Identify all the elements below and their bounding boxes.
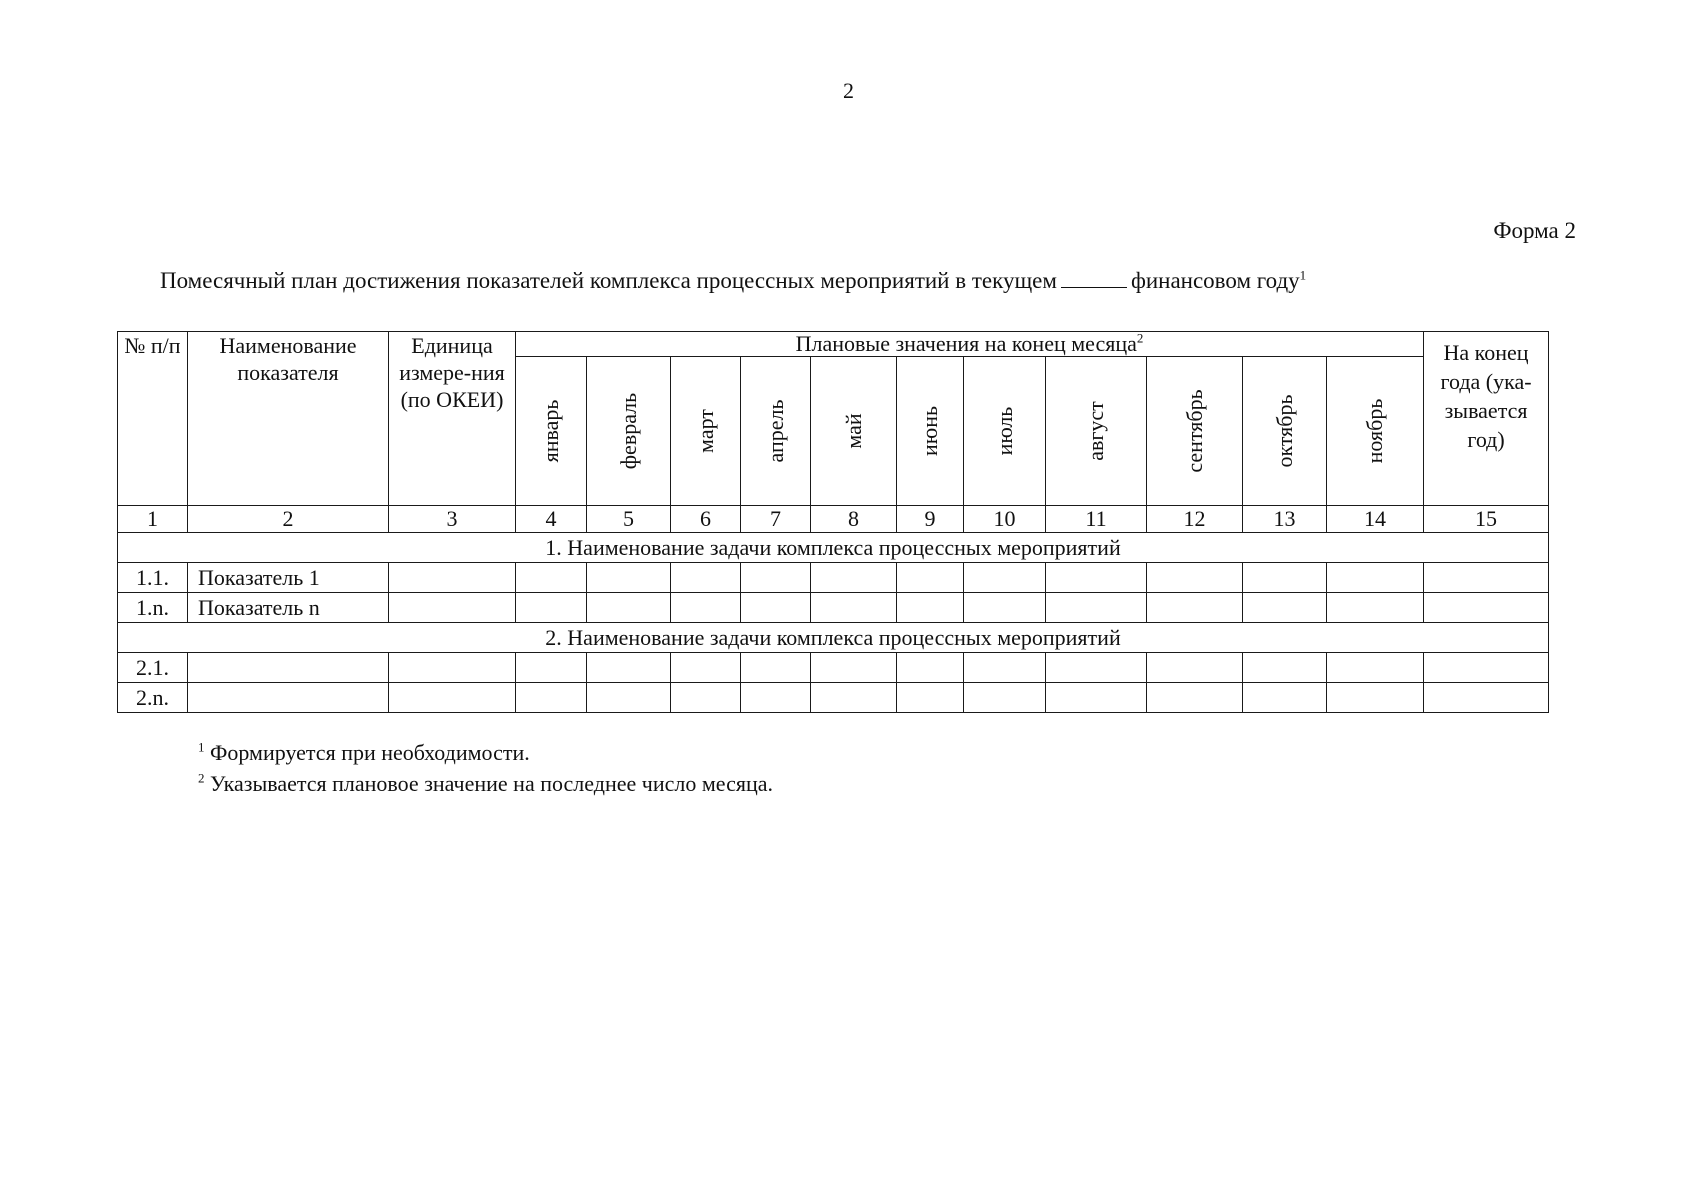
indicator-name (188, 653, 389, 683)
row-number: 2.1. (118, 653, 188, 683)
column-number: 13 (1243, 506, 1327, 533)
table-row (118, 653, 1549, 683)
section-title: 2. Наименование задачи комплекса процессных мероприятий (118, 623, 1549, 653)
monthly-plan-table (117, 331, 1549, 713)
row-number: 1.1. (118, 563, 188, 593)
value-cell (741, 683, 811, 713)
footnote-text: Указывается плановое значение на последнее число месяца. (210, 771, 773, 796)
month-label: август (1083, 401, 1108, 461)
row-number: 2.n. (118, 683, 188, 713)
month-label: февраль (615, 392, 641, 470)
year-blank-line (1061, 269, 1127, 288)
indicator-name (188, 683, 389, 713)
value-cell (964, 653, 1046, 683)
indicator-name: Показатель 1 (188, 563, 389, 593)
month-label: январь (538, 399, 563, 463)
title-text: Помесячный план достижения показателей комплекса процессных мероприятий в текущем (160, 268, 1057, 293)
value-cell (1147, 563, 1243, 593)
value-cell (964, 563, 1046, 593)
value-cell (964, 593, 1046, 623)
header-indicator-name: Наименование показателя (188, 332, 389, 506)
value-cell (897, 563, 964, 593)
value-cell (1147, 683, 1243, 713)
footnote-mark: 2 (1136, 330, 1144, 346)
value-cell (1046, 563, 1147, 593)
value-cell (1424, 563, 1549, 593)
form-label: Форма 2 (1493, 218, 1576, 243)
section-row (118, 623, 1549, 653)
value-cell (1424, 683, 1549, 713)
month-header (671, 357, 741, 506)
footnote-text: Формируется при необходимости. (210, 740, 530, 765)
value-cell (811, 683, 897, 713)
table-row (118, 593, 1549, 623)
value-cell (671, 683, 741, 713)
header-unit: Единица измере-ния (по ОКЕИ) (389, 332, 516, 506)
value-cell (587, 593, 671, 623)
value-cell (587, 653, 671, 683)
month-label: июнь (917, 405, 942, 457)
header-num: № п/п (118, 332, 188, 506)
table-row (118, 683, 1549, 713)
footnote-mark: 2 (198, 770, 205, 786)
value-cell (811, 653, 897, 683)
header-end-of-year: На конец года (ука-зывается год) (1424, 332, 1549, 506)
column-number: 9 (897, 506, 964, 533)
month-label: сентябрь (1181, 389, 1207, 473)
column-number: 12 (1147, 506, 1243, 533)
month-header (587, 357, 671, 506)
month-header (964, 357, 1046, 506)
footnote-1 (198, 740, 530, 766)
value-cell (1243, 563, 1327, 593)
column-number: 4 (516, 506, 587, 533)
column-number: 5 (587, 506, 671, 533)
value-cell (741, 593, 811, 623)
value-cell (1327, 563, 1424, 593)
month-label: апрель (762, 399, 788, 463)
value-cell (897, 653, 964, 683)
value-cell (1327, 653, 1424, 683)
value-cell (1327, 683, 1424, 713)
month-header (897, 357, 964, 506)
value-cell (389, 683, 516, 713)
column-number: 15 (1424, 506, 1549, 533)
header-plan-values-text: Плановые значения на конец месяца (795, 331, 1137, 356)
value-cell (671, 653, 741, 683)
column-number: 6 (671, 506, 741, 533)
month-header (1243, 357, 1327, 506)
month-label: май (840, 413, 866, 449)
month-label: июль (991, 406, 1017, 456)
section-row (118, 533, 1549, 563)
value-cell (1046, 653, 1147, 683)
value-cell (1147, 653, 1243, 683)
document-title (160, 268, 1306, 294)
column-numbers-row (118, 506, 1549, 533)
month-header (1147, 357, 1243, 506)
value-cell (587, 563, 671, 593)
month-header (811, 357, 897, 506)
title-text-end: финансовом году (1130, 268, 1300, 293)
column-number: 11 (1046, 506, 1147, 533)
value-cell (741, 653, 811, 683)
month-header (741, 357, 811, 506)
table-body (118, 533, 1549, 713)
column-number: 14 (1327, 506, 1424, 533)
value-cell (1046, 593, 1147, 623)
value-cell (811, 563, 897, 593)
footnote-2 (198, 771, 773, 797)
value-cell (1424, 653, 1549, 683)
header-plan-values (516, 332, 1424, 357)
value-cell (1424, 593, 1549, 623)
value-cell (516, 593, 587, 623)
value-cell (1243, 593, 1327, 623)
footnote-mark: 1 (1299, 267, 1307, 283)
value-cell (516, 653, 587, 683)
column-number: 2 (188, 506, 389, 533)
value-cell (516, 563, 587, 593)
month-header (516, 357, 587, 506)
month-label: ноябрь (1362, 398, 1388, 464)
month-label: март (692, 409, 718, 453)
value-cell (897, 683, 964, 713)
value-cell (587, 683, 671, 713)
value-cell (1243, 653, 1327, 683)
footnote-mark: 1 (198, 739, 205, 755)
section-title: 1. Наименование задачи комплекса процессных мероприятий (118, 533, 1549, 563)
indicator-name: Показатель n (188, 593, 389, 623)
value-cell (811, 593, 897, 623)
table-row (118, 563, 1549, 593)
column-number: 10 (964, 506, 1046, 533)
value-cell (1147, 593, 1243, 623)
column-number: 7 (741, 506, 811, 533)
value-cell (671, 563, 741, 593)
value-cell (1327, 593, 1424, 623)
value-cell (389, 653, 516, 683)
column-number: 3 (389, 506, 516, 533)
value-cell (897, 593, 964, 623)
month-label: октябрь (1271, 394, 1297, 468)
value-cell (671, 593, 741, 623)
value-cell (389, 563, 516, 593)
month-header (1327, 357, 1424, 506)
page-number: 2 (843, 78, 854, 103)
value-cell (741, 563, 811, 593)
value-cell (516, 683, 587, 713)
month-header (1046, 357, 1147, 506)
column-number: 1 (118, 506, 188, 533)
value-cell (1046, 683, 1147, 713)
column-number: 8 (811, 506, 897, 533)
value-cell (389, 593, 516, 623)
value-cell (964, 683, 1046, 713)
value-cell (1243, 683, 1327, 713)
row-number: 1.n. (118, 593, 188, 623)
